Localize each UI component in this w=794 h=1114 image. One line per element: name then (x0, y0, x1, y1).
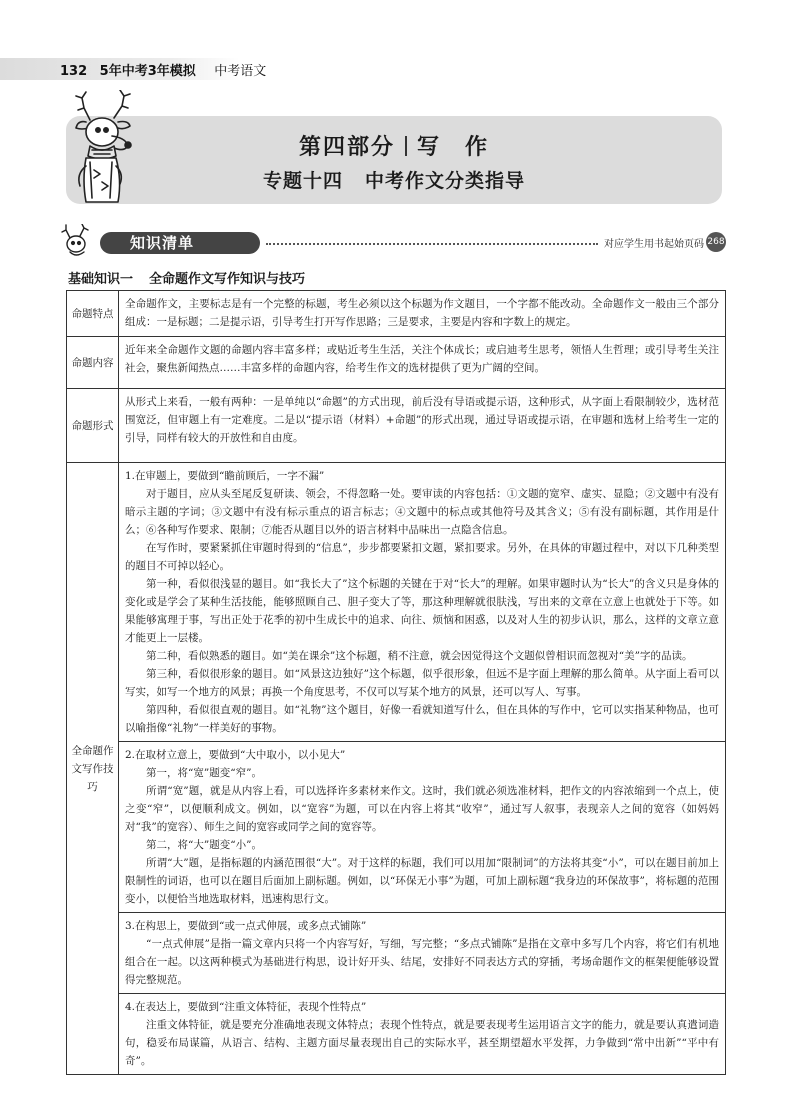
row-label: 命题形式 (67, 389, 119, 463)
skill-block-expression (119, 994, 725, 1074)
dotted-leader (266, 243, 598, 245)
skill-paragraph: “一点式伸展”是指一篇文章内只将一个内容写好，写细，写完整；“多点式铺陈”是指在文章中多写几个内容，将它们有机地组合在一起。以这两种模式为基础进行构思，设计好开头、结尾，安排好不同表达方式的穿插，考场命题作文的框架便能够设置得完整规范。 (125, 938, 719, 986)
subject-label: 中考语文 (214, 64, 267, 79)
skill-paragraph: 在写作时，要紧紧抓住审题时得到的“信息”，步步都要紧扣文题，紧扣要求。另外，在具体的审题过程中，对以下几种类型的题目不可掉以轻心。 (125, 542, 719, 572)
deer-mascot-illustration (68, 90, 150, 208)
row-label: 命题特点 (67, 291, 119, 337)
section-title: 全命题作文写作知识与技巧 (149, 272, 306, 287)
knowledge-list-bar (60, 230, 726, 256)
part-title (66, 130, 722, 161)
section-label: 基础知识一 (68, 272, 134, 287)
skill-paragraph: 第二，将“大”题变“小”。 (146, 839, 262, 851)
skill-heading: 2.在取材立意上，要做到“大中取小，以小见大” (125, 749, 346, 761)
section-heading (68, 268, 305, 287)
skills-cell (119, 463, 726, 1075)
skill-heading: 3.在构思上，要做到“或一点式伸展，或多点式铺陈” (125, 920, 367, 932)
running-head-text (60, 60, 266, 79)
skill-heading: 1.在审题上，要做到“瞻前顾后，一字不漏” (125, 470, 325, 482)
skill-paragraph: 注重文体特征，就是要充分准确地表现文体特点；表现个性特点，就是要表现考生运用语言文字的能力，就是要认真遣词造句，稳妥布局谋篇，从语言、结构、主题方面尽量表现出自己的实际水平，甚至期望超水平发挥，力争做到“常中出新”“平中有奇”。 (125, 1019, 719, 1067)
skill-paragraph: 第四种，看似很直观的题目。如“礼物”这个题目，好像一看就知道写什么，但在具体的写作中，它可以实指某种物品，也可以喻指像“礼物”一样美好的事物。 (125, 704, 719, 734)
skill-paragraph: 第二种，看似熟悉的题目。如“美在课余”这个标题，稍不注意，就会因觉得这个文题似曾相识而忽视对“美”字的品读。 (146, 650, 693, 662)
row-content: 从形式上来看，一般有两种：一是单纯以“命题”的方式出现，前后没有导语或提示语，这种形式，从字面上看限制较少，选材范围宽泛，但审题上有一定难度。二是以“提示语（材料）+命题”的形式出现，通过导语或提示语，在审题和选材上给考生一定的引导，同样有较大的开放性和自由度。 (119, 389, 726, 463)
book-title: 5年中考3年模拟 (99, 64, 196, 79)
skill-block-review (119, 463, 725, 742)
student-book-note: 对应学生用书起始页码 (604, 239, 704, 250)
table-row (67, 337, 726, 389)
skill-paragraph: 所谓“宽”题，就是从内容上看，可以选择许多素材来作文。这时，我们就必须选准材料，把作文的内容浓缩到一个点上，使之变“窄”，以便顺利成文。例如，以“宽容”为题，可以在内容上将其“收窄”，通过写人叙事，表现亲人之间的宽容（如妈妈对“我”的宽容）、师生之间的宽容或同学之间的宽容等。 (125, 785, 719, 833)
table-row (67, 291, 726, 337)
skill-paragraph: 第三种，看似很形象的题目。如“风景这边独好”这个标题，似乎很形象，但远不是字面上理解的那么简单。从字面上看可以写实，如写一个地方的风景；再换一个角度思考，不仅可以写某个地方的风景，还可以写人、写事。 (125, 668, 719, 698)
skill-heading: 4.在表达上，要做到“注重文体特征，表现个性特点” (125, 1001, 367, 1013)
table-row (67, 389, 726, 463)
page-ref-badge: 268 (706, 232, 726, 252)
skill-block-material (119, 742, 725, 913)
knowledge-table (66, 290, 726, 1075)
skill-paragraph: 第一种，看似很浅显的题目。如“我长大了”这个标题的关键在于对“长大”的理解。如果审题时认为“长大”的含义只是身体的变化或是学会了某种生活技能，能够照顾自己、胆子变大了等，那这种理解就很肤浅，写出来的文章在立意上也就处于下等。如果能够寓理于事，写出正处于花季的初中生成长中的追求、向往、烦恼和困惑，以及对人生的初步认识，那么，这样的文章立意才能更上一层楼。 (125, 578, 719, 644)
running-head (0, 58, 794, 80)
part-number: 第四部分 (298, 135, 395, 160)
row-content: 近年来全命题作文题的命题内容丰富多样；或贴近考生生活，关注个体成长；或启迪考生思考，领悟人生哲理；或引导考生关注社会，聚焦新闻热点……丰富多样的命题内容，给考生作文的选材提供了更为广阔的空间。 (119, 337, 726, 389)
topic-name: 中考作文分类指导 (365, 170, 526, 192)
knowledge-list-label: 知识清单 (100, 232, 260, 254)
topic-title (66, 166, 722, 193)
row-content: 全命题作文，主要标志是有一个完整的标题，考生必须以这个标题为作文题目，一个字都不能改动。全命题作文一般由三个部分组成：一是标题；二是提示语，引导考生打开写作思路；三是要求，主要是内容和字数上的规定。 (119, 291, 726, 337)
skill-paragraph: 所谓“大”题，是指标题的内涵范围很“大”。对于这样的标题，我们可以用加“限制词”的方法将其变“小”，可以在题目前加上限制性的词语，也可以在题目后面加上副标题。例如，以“环保无小事”为题，可加上副标题“我身边的环保故事”，将标题的范围变小，以便恰当地选取材料，迅速构思行文。 (125, 857, 719, 905)
row-label: 命题内容 (67, 337, 119, 389)
table-row (67, 463, 726, 1075)
row-label-skills: 全命题作文写作技巧 (67, 463, 119, 1075)
skill-block-structure (119, 913, 725, 994)
skill-paragraph: 对于题目，应从头至尾反复研读、领会，不得忽略一处。要审读的内容包括：①文题的宽窄、虚实、显隐；②文题中有没有暗示主题的字词；③文题中有没有标示重点的语言标志；④文题中的标点或其他符号及其含义；⑤有没有副标题，其作用是什么；⑥各种写作要求、限制；⑦能否从题目以外的语言材料中品味出一点隐含信息。 (125, 488, 719, 536)
topic-number: 专题十四 (262, 170, 343, 192)
chapter-title-box (66, 116, 722, 204)
part-name: 写 作 (417, 135, 490, 160)
skill-paragraph: 第一，将“宽”题变“窄”。 (146, 767, 262, 779)
page-number: 132 (60, 64, 88, 79)
title-separator (405, 136, 407, 156)
